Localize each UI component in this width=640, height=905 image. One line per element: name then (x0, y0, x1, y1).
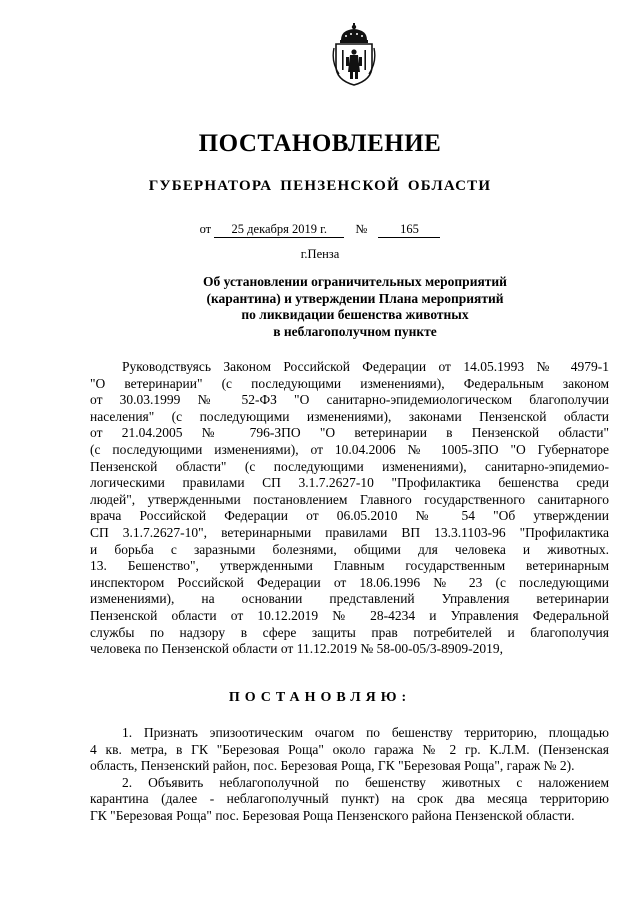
preamble-line: службы по надзору в сфере защиты прав потребителей и благополучия (90, 624, 609, 640)
preamble-line: людей", утвержденными постановлением Главного государственного санитарного (90, 491, 609, 507)
date-prefix: от (199, 222, 212, 236)
number-prefix: № (355, 222, 368, 236)
item-line: область, Пензенский район, пос. Березовая Роща, ГК "Березовая Роща", гараж № 2). (90, 758, 575, 774)
heading-line: (карантина) и утверждении Плана мероприятий (206, 290, 504, 306)
coat-of-arms-emblem (331, 22, 377, 86)
city-name: г.Пенза (300, 247, 340, 261)
heading-line: Об установлении ограничительных мероприятий (203, 274, 507, 289)
preamble-line: от 30.03.1999 № 52-ФЗ "О санитарно-эпидемиологическом благополучии (90, 392, 609, 408)
item-line: ГК "Березовая Роща" пос. Березовая Роща Пензенского района Пензенской области. (90, 807, 575, 823)
preamble-line: человека по Пензенской области от 11.12.2019 № 58-00-05/3-8909-2019, (90, 641, 503, 657)
date-number-line (0, 222, 640, 238)
preamble-line: населения" (с последующими изменениями), законами Пензенской области (90, 408, 609, 424)
item-line: 1. Признать эпизоотическим очагом по бешенству территорию, площадью (122, 725, 609, 740)
preamble-line: логическими правилами СП 3.1.7.2627-10 "Профилактика бешенства среди (90, 475, 609, 491)
preamble-line: Руководствуясь Законом Российской Федерации от 14.05.1993 № 4979-1 (122, 359, 609, 374)
decree-date: 25 декабря 2019 г. (214, 222, 344, 238)
item-line: 2. Объявить неблагополучной по бешенству животных с наложением (122, 774, 609, 790)
preamble-line: инспектором Российской Федерации от 18.06.1996 № 23 (с последующими (90, 574, 609, 590)
heading-line: по ликвидации бешенства животных (241, 307, 469, 322)
item-line: 4 кв. метра, в ГК "Березовая Роща" около гаража № 2 гр. К.Л.М. (Пензенская (90, 741, 609, 757)
decree-heading (150, 274, 560, 340)
preamble-line: изменениями), на основании представлений Управления ветеринарии (90, 591, 609, 607)
document-issuer: ГУБЕРНАТОРА ПЕНЗЕНСКОЙ ОБЛАСТИ (148, 178, 492, 194)
preamble-line: "О ветеринарии" (с последующими изменениями), Федеральным законом (90, 375, 609, 391)
document-title: ПОСТАНОВЛЕНИЕ (198, 130, 442, 157)
preamble-line: врача Российской Федерации от 06.05.2010 № 54 "Об утверждении (90, 508, 609, 524)
preamble-line: (с последующими изменениями), от 10.04.2006 № 1005-ЗПО "О Губернаторе (90, 441, 609, 457)
preamble-line: и борьба с заразными болезнями, общими для человека и животных. (90, 541, 609, 557)
decree-items (90, 725, 609, 825)
decree-word: ПОСТАНОВЛЯЮ: (228, 690, 412, 705)
preamble-line: 13. Бешенство", утвержденными Главным государственным ветеринарным (90, 558, 609, 574)
preamble-line: Пензенской области от 10.12.2019 № 28-4234 и Управления Федеральной (90, 607, 609, 623)
preamble-line: от 21.04.2005 № 796-ЗПО "О ветеринарии в Пензенской области" (90, 425, 609, 441)
decree-number: 165 (378, 222, 440, 238)
preamble-line: СП 3.1.7.2627-10", ветеринарными правилами ВП 13.3.1103-96 "Профилактика (90, 524, 609, 540)
heading-line: в неблагополучном пункте (273, 323, 437, 339)
preamble-paragraph (90, 359, 609, 658)
item-line: карантина (далее - неблагополучный пункт) на срок два месяца территорию (90, 791, 609, 807)
preamble-line: Пензенской области" (с последующими изменениями), санитарно-эпидемио- (90, 458, 609, 474)
